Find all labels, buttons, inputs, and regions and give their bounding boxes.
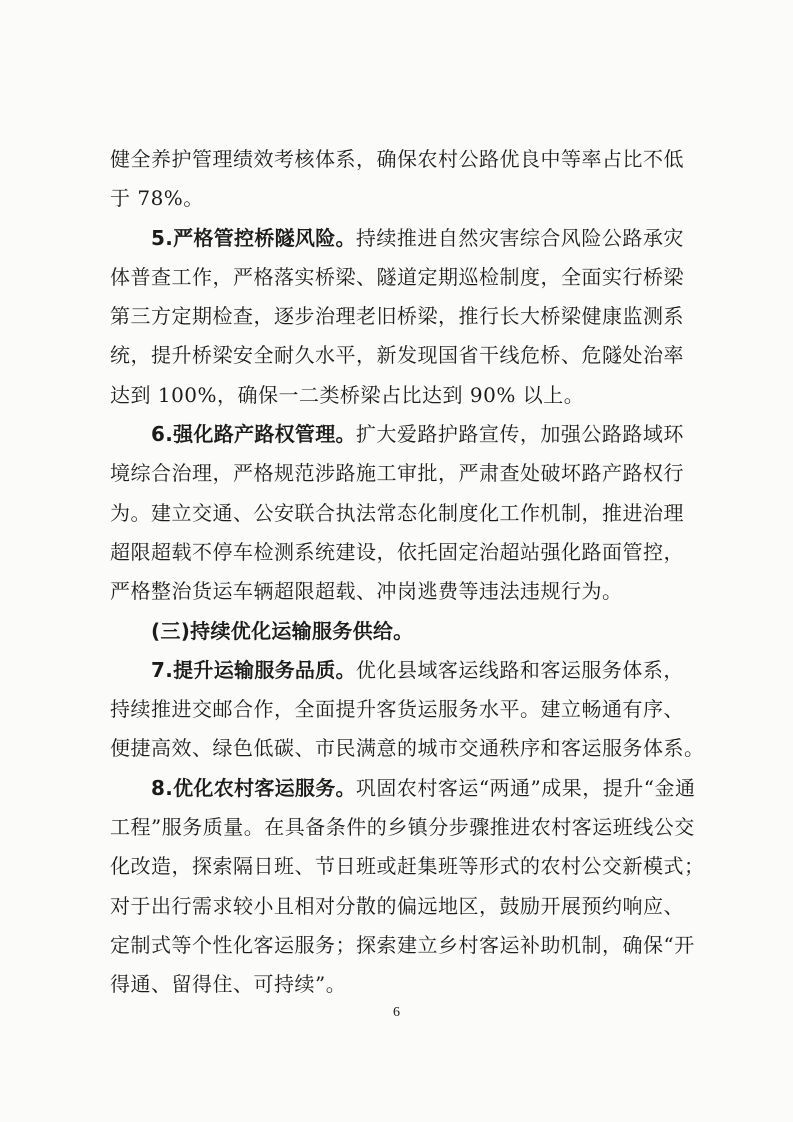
text-line <box>110 612 698 651</box>
text-line <box>110 847 705 886</box>
paragraph <box>110 612 698 651</box>
text-line <box>110 140 698 179</box>
text-line <box>110 533 698 572</box>
text-line <box>110 376 698 415</box>
body-text: 化改造，探索隔日班、节日班或赶集班等形式的农村公交新模式； <box>110 854 705 879</box>
body-text: 严格整治货运车辆超限超载、冲岗逃费等违法违规行为。 <box>110 579 623 604</box>
text-line <box>110 179 698 218</box>
text-line <box>110 336 698 375</box>
text-line <box>110 297 698 336</box>
body-text: 为。建立交通、公安联合执法常态化制度化工作机制，推进治理 <box>110 500 684 525</box>
body-text: 第三方定期检查，逐步治理老旧桥梁，推行长大桥梁健康监测系 <box>110 304 684 329</box>
text-line <box>110 219 698 258</box>
body-text: 持续推进自然灾害综合风险公路承灾 <box>355 225 684 250</box>
body-text: 于 78%。 <box>110 186 204 211</box>
text-line <box>110 651 698 690</box>
paragraph <box>110 651 705 769</box>
body-text: 工程”服务质量。在具备条件的乡镇分步骤推进农村客运班线公交 <box>110 815 695 840</box>
paragraph <box>110 219 698 415</box>
text-line <box>110 572 698 611</box>
paragraph <box>110 415 698 611</box>
paragraph <box>110 769 705 1005</box>
body-text: 便捷高效、绿色低碳、市民满意的城市交通秩序和客运服务体系。 <box>110 736 705 761</box>
body-text: 达到 100%，确保一二类桥梁占比达到 90% 以上。 <box>110 382 585 407</box>
body-text: 对于出行需求较小且相对分散的偏远地区，鼓励开展预约响应、 <box>110 893 684 918</box>
body-text: 持续推进交邮合作，全面提升客货运服务水平。建立畅通有序、 <box>110 697 684 722</box>
text-line <box>110 887 698 926</box>
body-text: 体普查工作，严格落实桥梁、隧道定期巡检制度，全面实行桥梁 <box>110 264 684 289</box>
body-text: 统，提升桥梁安全耐久水平，新发现国省干线危桥、危隧处治率 <box>110 343 684 368</box>
body-text: 扩大爱路护路宣传，加强公路路域环 <box>355 422 684 447</box>
text-line <box>110 926 698 965</box>
section-heading: 8.优化农村客运服务。 <box>151 775 356 800</box>
text-line <box>110 494 698 533</box>
section-heading: (三)持续优化运输服务供给。 <box>151 618 414 643</box>
body-text: 巩固农村客运“两通”成果，提升“金通 <box>355 775 696 800</box>
text-line <box>110 808 698 847</box>
text-line <box>110 258 698 297</box>
paragraph <box>110 140 698 219</box>
section-heading: 7.提升运输服务品质。 <box>151 657 356 682</box>
section-heading: 6.强化路产路权管理。 <box>151 422 356 447</box>
body-text: 超限超载不停车检测系统建设，依托固定治超站强化路面管控， <box>110 539 684 564</box>
text-line <box>110 965 698 1004</box>
body-text: 境综合治理，严格规范涉路施工审批，严肃查处破坏路产路权行 <box>110 461 684 486</box>
text-line <box>110 690 698 729</box>
body-text: 优化县域客运线路和客运服务体系， <box>355 657 684 682</box>
text-line <box>110 729 705 768</box>
text-line <box>110 415 698 454</box>
text-line <box>110 769 698 808</box>
text-line <box>110 454 698 493</box>
section-heading: 5.严格管控桥隧风险。 <box>151 225 356 250</box>
body-text: 健全养护管理绩效考核体系，确保农村公路优良中等率占比不低 <box>110 147 684 171</box>
body-text: 定制式等个性化客运服务；探索建立乡村客运补助机制，确保“开 <box>110 932 695 957</box>
document-body <box>110 140 705 1005</box>
body-text: 得通、留得住、可持续”。 <box>110 972 347 997</box>
page-number: 6 <box>393 1005 400 1020</box>
